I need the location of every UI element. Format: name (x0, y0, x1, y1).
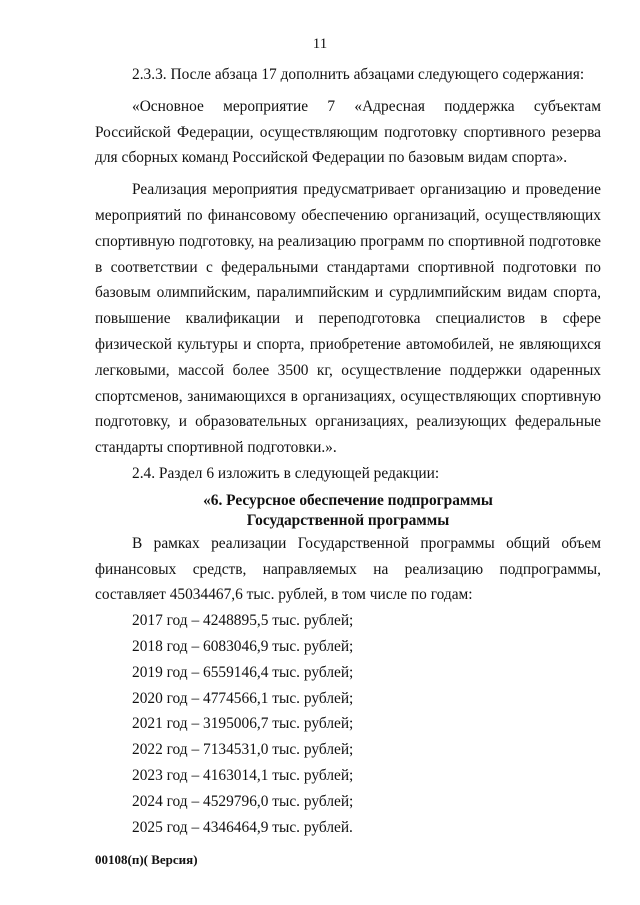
paragraph-2-3-3: 2.3.3. После абзаца 17 дополнить абзацами следующего содержания: (132, 66, 585, 83)
paragraph-main-activity-7: «Основное мероприятие 7 «Адресная поддержка субъектам Российской Федерации, осуществляющим подготовку спортивного резерва для сборных команд Российской Федерации по базовым видам спорта». (95, 97, 601, 167)
year-item-2019: 2019 год – 6559146,4 тыс. рублей; (132, 663, 354, 681)
document-footer-code: 00108(п)( Версия) (95, 852, 198, 867)
year-item-2017: 2017 год – 4248895,5 тыс. рублей; (132, 612, 354, 630)
year-item-2018: 2018 год – 6083046,9 тыс. рублей; (132, 637, 354, 655)
year-item-2022: 2022 год – 7134531,0 тыс. рублей; (132, 741, 354, 759)
paragraph-funding-total: В рамках реализации Государственной программы общий объем финансовых средств, направляемых на реализацию подпрограммы, составляет 45034467,6 тыс. рублей, в том числе по годам: (95, 534, 601, 604)
paragraph-implementation: Реализация мероприятия предусматривает организацию и проведение мероприятий по финансовому обеспечению организаций, осуществляющих спортивную подготовку, на реализацию программ по спортивной подготовке в соответствии с федеральными стандартами спортивной подготовки по базовым олимпийским, паралимпийским и сурдлимпийским видам спорта, повышение квалификации и переподготовка специалистов в сфере физической культуры и спорта, приобретение автомобилей, не являющихся легковыми, массой более 3500 кг, осуществление поддержки одаренных спортсменов, занимающихся в организациях, осуществляющих спортивную подготовку, и образовательных организациях, реализующих федеральные стандарты спортивной подготовки.». (95, 181, 601, 457)
year-item-2025: 2025 год – 4346464,9 тыс. рублей. (132, 818, 353, 836)
year-item-2024: 2024 год – 4529796,0 тыс. рублей; (132, 792, 354, 810)
year-item-2020: 2020 год – 4774566,1 тыс. рублей; (132, 689, 354, 707)
document-body (95, 62, 601, 840)
section-heading-line-1: «6. Ресурсное обеспечение подпрограммы (203, 491, 493, 509)
section-heading-line-2: Государственной программы (246, 511, 450, 529)
paragraph-2-4: 2.4. Раздел 6 изложить в следующей редакции: (132, 464, 440, 482)
page-number: 11 (312, 36, 328, 52)
funding-by-year-list (95, 608, 601, 840)
year-item-2021: 2021 год – 3195006,7 тыс. рублей; (132, 715, 354, 733)
year-item-2023: 2023 год – 4163014,1 тыс. рублей; (132, 766, 354, 784)
